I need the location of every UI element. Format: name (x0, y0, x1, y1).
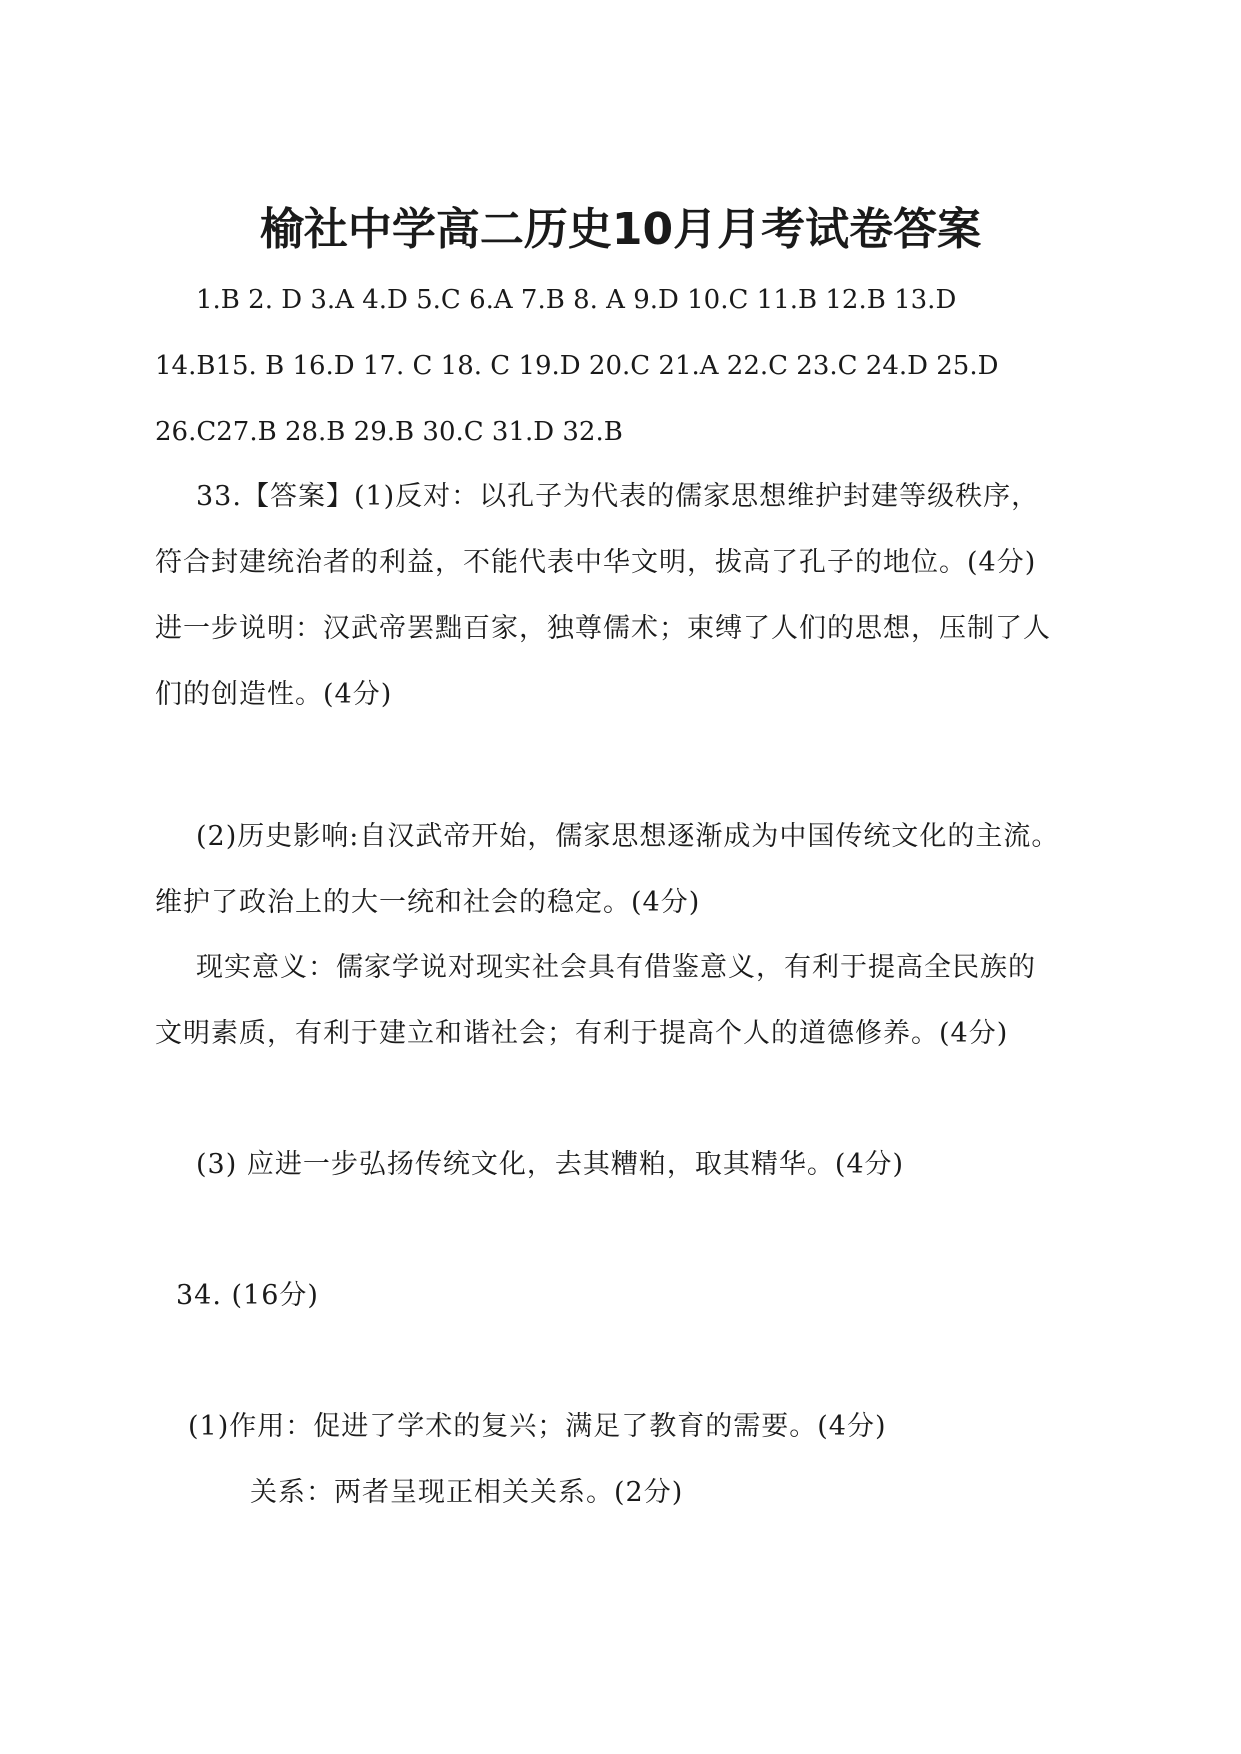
q33-part2-line-1: (2)历史影响:自汉武帝开始，儒家思想逐渐成为中国传统文化的主流。 (196, 821, 1060, 852)
q33-part1-line-4: 们的创造性。(4分) (155, 679, 393, 710)
mc-answers-line-1: 1.B 2. D 3.A 4.D 5.C 6.A 7.B 8. A 9.D 10.C 11.B 12.B 13.D (196, 285, 957, 315)
mc-answers-line-2: 14.B15. B 16.D 17. C 18. C 19.D 20.C 21.A 22.C 23.C 24.D 25.D (155, 351, 999, 381)
q34-heading: 34. (16分) (176, 1280, 319, 1311)
mc-answers-line-3: 26.C27.B 28.B 29.B 30.C 31.D 32.B (155, 417, 623, 447)
document-title: 榆社中学高二历史10月月考试卷答案 (259, 204, 982, 255)
q34-part1-line-2: 关系：两者呈现正相关关系。(2分) (250, 1477, 684, 1508)
q34-part1-line-1: (1)作用：促进了学术的复兴；满足了教育的需要。(4分) (188, 1411, 887, 1442)
q33-part1-line-2: 符合封建统治者的利益，不能代表中华文明，拔高了孔子的地位。(4分) (155, 547, 1037, 578)
q33-part3-line-1: (3) 应进一步弘扬传统文化，去其糟粕，取其精华。(4分) (196, 1149, 905, 1180)
q33-part2-line-3: 现实意义：儒家学说对现实社会具有借鉴意义，有利于提高全民族的 (196, 952, 1036, 983)
q33-part1-line-1: 33.【答案】(1)反对：以孔子为代表的儒家思想维护封建等级秩序， (196, 481, 1040, 512)
q33-part2-line-2: 维护了政治上的大一统和社会的稳定。(4分) (155, 887, 701, 918)
q33-part2-line-4: 文明素质，有利于建立和谐社会；有利于提高个人的道德修养。(4分) (155, 1018, 1009, 1049)
q33-part1-line-3: 进一步说明：汉武帝罢黜百家，独尊儒术；束缚了人们的思想，压制了人 (155, 613, 1051, 644)
